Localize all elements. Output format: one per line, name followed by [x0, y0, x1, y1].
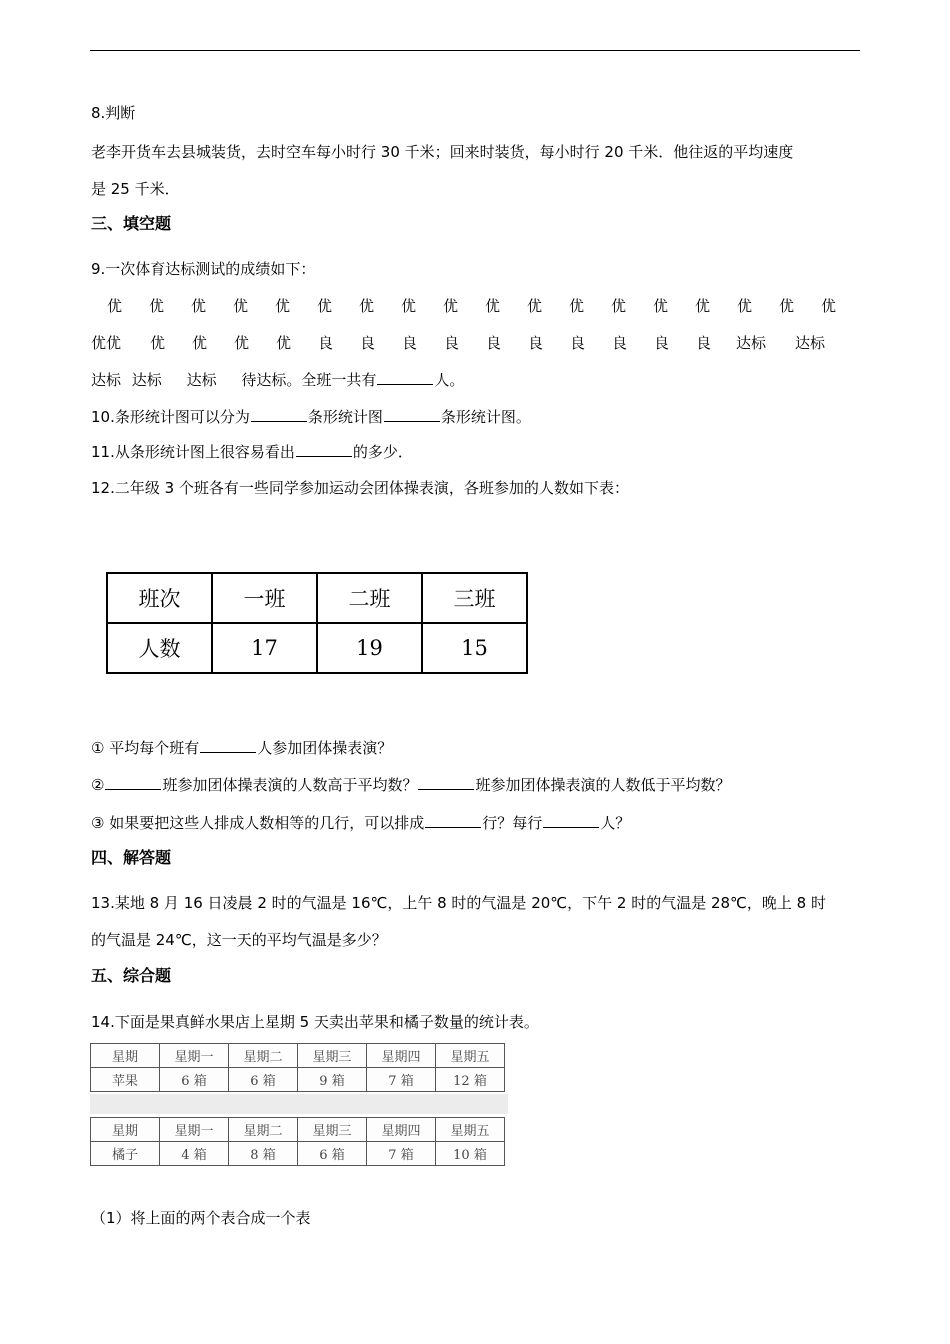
grade-item: 优 — [779, 297, 795, 315]
q10-text-b: 条形统计图 — [307, 408, 383, 426]
table-cell: 一班 — [212, 573, 317, 623]
q9-intro: 9.一次体育达标测试的成绩如下： — [91, 260, 316, 278]
table-cell: 星期五 — [436, 1044, 505, 1068]
answer-blank[interactable] — [105, 775, 161, 790]
table-cell: 8 箱 — [229, 1142, 298, 1166]
table-cell: 星期三 — [298, 1118, 367, 1142]
table-cell: 星期四 — [367, 1044, 436, 1068]
section-fill-in-heading: 三、填空题 — [91, 214, 172, 233]
section-comprehensive-heading: 五、综合题 — [91, 966, 172, 985]
table-cell: 星期二 — [229, 1044, 298, 1068]
table-gap-band — [90, 1094, 508, 1114]
q9-grades-row3 — [91, 370, 464, 390]
table-cell: 三班 — [422, 573, 527, 623]
q12-sub1-suffix: 人参加团体操表演？ — [257, 739, 393, 757]
q12-sub3-text-c: 人？ — [600, 814, 631, 832]
table-cell: 星期五 — [436, 1118, 505, 1142]
table-cell: 苹果 — [91, 1068, 160, 1092]
grade-item: 优 — [234, 334, 250, 352]
grade-item: 优 — [107, 297, 123, 315]
grade-item: 优 — [150, 334, 166, 352]
table-cell: 星期一 — [160, 1118, 229, 1142]
table-row — [91, 1044, 505, 1068]
table-cell: 6 箱 — [229, 1068, 298, 1092]
q10-text-a: 10.条形统计图可以分为 — [91, 408, 250, 426]
orange-sales-table — [90, 1117, 505, 1166]
grade-item: 优 — [191, 297, 207, 315]
apple-sales-table — [90, 1043, 505, 1092]
q9-row3-item: 达标 — [131, 371, 162, 389]
grade-item: 优 — [275, 297, 291, 315]
table-cell: 6 箱 — [298, 1142, 367, 1166]
table-cell: 橘子 — [91, 1142, 160, 1166]
grade-item: 优 — [192, 334, 208, 352]
q9-row3-item: 达标 — [91, 371, 122, 389]
q12-sub3 — [91, 813, 630, 833]
q8-text-line2: 是 25 千米． — [91, 180, 180, 198]
grade-item: 优 — [149, 297, 165, 315]
grade-item: 优 — [695, 297, 711, 315]
table-cell: 班次 — [107, 573, 212, 623]
table-cell: 17 — [212, 623, 317, 673]
q12-intro: 12.二年级 3 个班各有一些同学参加运动会团体操表演，各班参加的人数如下表： — [91, 479, 629, 497]
grade-item: 优 — [611, 297, 627, 315]
grade-item: 优 — [276, 334, 292, 352]
table-cell: 15 — [422, 623, 527, 673]
grade-item: 优 — [443, 297, 459, 315]
table-cell: 星期一 — [160, 1044, 229, 1068]
grade-item: 优 — [485, 297, 501, 315]
q9-question-suffix: 人。 — [434, 371, 465, 389]
table-cell: 7 箱 — [367, 1142, 436, 1166]
grade-item: 优 — [401, 297, 417, 315]
q10-question — [91, 407, 531, 427]
q10-text-c: 条形统计图。 — [440, 408, 531, 426]
grade-item: 良 — [528, 334, 544, 352]
table-cell: 6 箱 — [160, 1068, 229, 1092]
grade-item: 良 — [360, 334, 376, 352]
table-cell: 星期四 — [367, 1118, 436, 1142]
q12-sub1 — [91, 738, 392, 758]
q13-line2: 的气温是 24℃，这一天的平均气温是多少？ — [91, 931, 387, 949]
table-cell: 10 箱 — [436, 1142, 505, 1166]
answer-blank[interactable] — [425, 813, 481, 828]
grade-item: 良 — [444, 334, 460, 352]
table-cell: 星期 — [91, 1118, 160, 1142]
grade-item: 良 — [696, 334, 712, 352]
q12-sub2-text-c: 班参加团体操表演的人数低于平均数？ — [475, 776, 731, 794]
class-participants-table — [106, 572, 528, 674]
q11-text-a: 11.从条形统计图上很容易看出 — [91, 443, 295, 461]
grade-item: 优 — [233, 297, 249, 315]
table-cell: 星期三 — [298, 1044, 367, 1068]
grade-item: 优 — [317, 297, 333, 315]
grade-item: 优优 — [91, 334, 122, 352]
answer-blank[interactable] — [543, 813, 599, 828]
table-cell: 星期二 — [229, 1118, 298, 1142]
table-cell: 19 — [317, 623, 422, 673]
table-cell: 星期 — [91, 1044, 160, 1068]
q8-text-line1: 老李开货车去县城装货，去时空车每小时行 30 千米；回来时装货，每小时行 20 千米．他往返的平均速度 — [91, 143, 794, 161]
table-row — [107, 573, 527, 623]
answer-blank[interactable] — [251, 407, 307, 422]
grade-item: 良 — [402, 334, 418, 352]
q13-line1: 13.某地 8 月 16 日凌晨 2 时的气温是 16℃，上午 8 时的气温是 20℃，下午 2 时的气温是 28℃，晚上 8 时 — [91, 894, 826, 912]
grade-item: 优 — [359, 297, 375, 315]
q11-text-b: 的多少． — [352, 443, 413, 461]
q14-sub1: （1）将上面的两个表合成一个表 — [91, 1209, 311, 1227]
grade-item: 优 — [737, 297, 753, 315]
answer-blank[interactable] — [418, 775, 474, 790]
table-cell: 二班 — [317, 573, 422, 623]
table-cell: 9 箱 — [298, 1068, 367, 1092]
q9-row3-item: 达标 — [186, 371, 217, 389]
q8-title: 8.判断 — [91, 104, 136, 122]
grade-item: 达标 — [795, 334, 826, 352]
table-row — [91, 1142, 505, 1166]
answer-blank[interactable] — [200, 738, 256, 753]
table-cell: 7 箱 — [367, 1068, 436, 1092]
answer-blank[interactable] — [377, 370, 433, 385]
grade-item: 良 — [570, 334, 586, 352]
grade-item: 优 — [527, 297, 543, 315]
q12-sub2 — [91, 775, 730, 795]
header-rule — [90, 50, 860, 51]
answer-blank[interactable] — [384, 407, 440, 422]
grade-item: 良 — [318, 334, 334, 352]
q14-intro: 14.下面是果真鲜水果店上星期 5 天卖出苹果和橘子数量的统计表。 — [91, 1013, 539, 1031]
table-row — [107, 623, 527, 673]
q12-sub2-marker: ② — [91, 776, 105, 794]
grade-item: 良 — [654, 334, 670, 352]
grade-item: 良 — [612, 334, 628, 352]
grade-item: 优 — [653, 297, 669, 315]
q11-question — [91, 442, 413, 462]
answer-blank[interactable] — [296, 442, 352, 457]
table-row — [91, 1068, 505, 1092]
table-cell: 4 箱 — [160, 1142, 229, 1166]
table-row — [91, 1118, 505, 1142]
section-answer-heading: 四、解答题 — [91, 848, 172, 867]
q12-sub2-text-b: 班参加团体操表演的人数高于平均数？ — [162, 776, 418, 794]
grade-item: 优 — [569, 297, 585, 315]
grade-item: 达标 — [736, 334, 767, 352]
q12-sub3-text-b: 行？每行 — [482, 814, 543, 832]
table-cell: 人数 — [107, 623, 212, 673]
grade-item: 优 — [821, 297, 837, 315]
table-cell: 12 箱 — [436, 1068, 505, 1092]
q12-sub1-text: ① 平均每个班有 — [91, 739, 200, 757]
grade-item: 良 — [486, 334, 502, 352]
q12-sub3-text-a: ③ 如果要把这些人排成人数相等的几行，可以排成 — [91, 814, 425, 832]
q9-question-text: 待达标。全班一共有 — [241, 371, 377, 389]
